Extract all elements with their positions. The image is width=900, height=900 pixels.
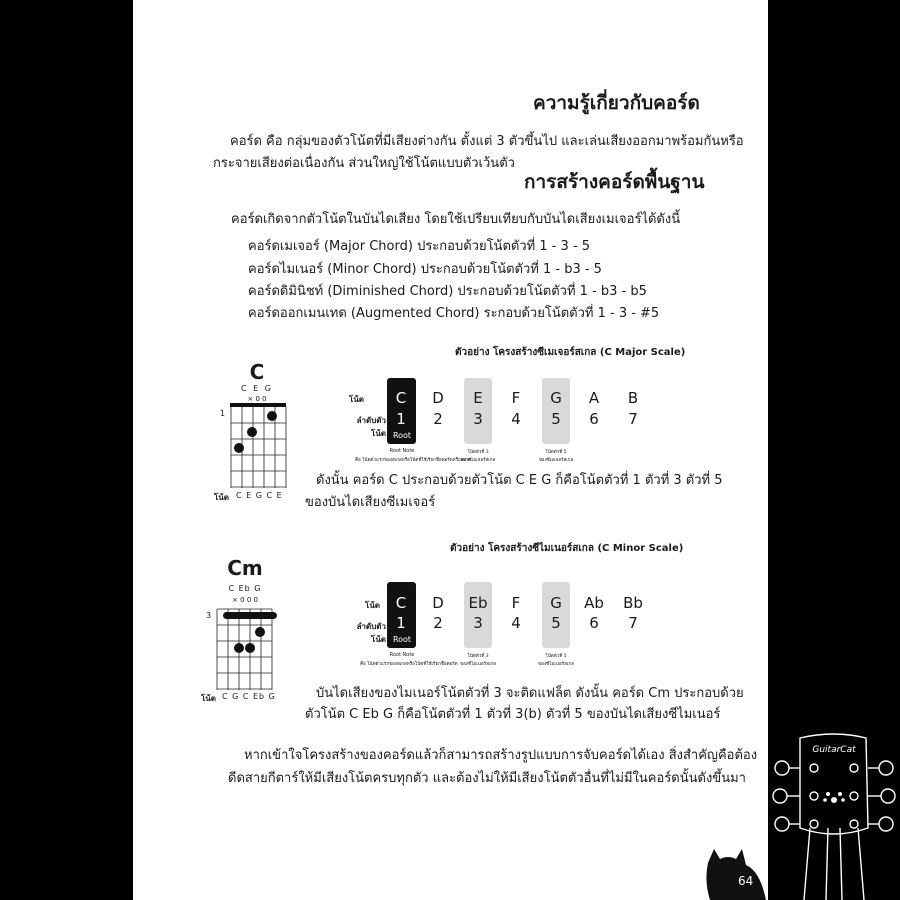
chord-type-augmented: คอร์ดออกเมนเทด (Augmented Chord) ระกอบด้วยโน้ตตัวที่ 1 - 3 - #5 — [248, 306, 660, 321]
finger-dot — [245, 643, 255, 653]
third-desc-a: โน้ตตัวที่ 3 — [467, 654, 489, 659]
finger-dot — [234, 643, 244, 653]
chord-cm-strings: C Eb G — [228, 584, 262, 593]
scale-degree: 3 — [473, 614, 483, 632]
major-desc-2: ของบันไดเสียงซีเมเจอร์ — [305, 495, 436, 510]
scale-degree: 5 — [551, 614, 561, 632]
heading-chord-knowledge: ความรู้เกี่ยวกับคอร์ด — [533, 92, 700, 114]
label-note: โน้ต — [365, 601, 380, 610]
finger-dot — [234, 443, 244, 453]
scale-degree: 6 — [589, 614, 599, 632]
chord-c-bottom-notes: C E G C E — [236, 491, 283, 500]
chord-cm-diagram — [214, 608, 278, 692]
fifth-desc-a: โน้ตตัวที่ 5 — [545, 654, 567, 659]
minor-desc-2: ตัวโน้ต C Eb G ก็คือโน้ตตัวที่ 1 ตัวที่ 3(b) ตัวที่ 5 ของบันไดเสียงซีไมเนอร์ — [305, 707, 721, 722]
root-note-desc: คือ โน้ตตัวแรกของสเกลหรือโน้ตที่ใช้เรียกชื่อคอร์ดหรือสเกล — [355, 458, 471, 463]
third-desc-b: ของซีเมเจอร์สเกล — [460, 458, 496, 463]
logo-text: GuitarCat — [812, 745, 856, 755]
scale-note: F — [511, 594, 521, 612]
chord-c-diagram — [228, 402, 290, 490]
fifth-desc-a: โน้ตตัวที่ 5 — [545, 450, 567, 455]
label-order: ลำดับตัวโน้ต — [356, 416, 386, 438]
chord-c-strings: C E G — [241, 384, 273, 393]
scale-note: G — [550, 594, 562, 612]
scale-note: C — [395, 389, 407, 407]
chord-c-bottom-label: โน้ต — [214, 493, 229, 502]
scale-note: Bb — [623, 594, 643, 612]
scale-degree: 5 — [551, 410, 561, 428]
finger-dot — [267, 411, 277, 421]
scale-degree: 3 — [473, 410, 483, 428]
scale-degree: 4 — [511, 410, 521, 428]
chord-c-name: C — [249, 360, 265, 384]
label-order: ลำดับตัวโน้ต — [356, 622, 386, 644]
major-desc-1: ดังนั้น คอร์ด C ประกอบด้วยตัวโน้ต C E G ก็คือโน้ตตัวที่ 1 ตัวที่ 3 ตัวที่ 5 — [316, 473, 723, 488]
minor-desc-1: บันไดเสียงของไมเนอร์โน้ตตัวที่ 3 จะติดแฟล็ต ดังนั้น คอร์ด Cm ประกอบด้วย — [316, 686, 744, 701]
intro-line-1: คอร์ด คือ กลุ่มของตัวโน้ตที่มีเสียงต่างกัน ตั้งแต่ 3 ตัวขึ้นไป และเล่นเสียงออกมาพร้อมกันหรือ — [230, 134, 744, 149]
scale-degree: 4 — [511, 614, 521, 632]
cat-silhouette-icon — [700, 845, 770, 900]
root-note-desc: คือ โน้ตตัวแรกของสเกลหรือโน้ตที่ใช้เรียกชื่อคอร์ด — [360, 662, 458, 667]
scale-note: B — [627, 389, 639, 407]
third-desc-a: โน้ตตัวที่ 3 — [467, 450, 489, 455]
barre — [223, 612, 277, 619]
scale-degree: 7 — [628, 614, 638, 632]
chord-c-mutes: × 0 0 — [247, 395, 267, 403]
scale-note: A — [588, 389, 600, 407]
page-number: 64 — [738, 874, 754, 888]
minor-caption: ตัวอย่าง โครงสร้างซีไมเนอร์สเกล (C Minor Scale) — [450, 543, 684, 554]
third-desc-b: ของซีไมเนอร์สเกล — [460, 662, 496, 667]
intro-line-2: กระจายเสียงต่อเนื่องกัน ส่วนใหญ่ใช้โน้ตแบบตัวเว้นตัว — [213, 156, 515, 171]
scale-degree: 7 — [628, 410, 638, 428]
scale-note: C — [395, 594, 407, 612]
chord-c-fret: 1 — [220, 409, 226, 418]
fifth-desc-b: ของซีเมเจอร์สเกล — [538, 458, 574, 463]
scale-note: D — [432, 594, 444, 612]
scale-note: D — [432, 389, 444, 407]
major-caption: ตัวอย่าง โครงสร้างซีเมเจอร์สเกล (C Major Scale) — [455, 347, 686, 358]
scale-degree: 1 — [396, 614, 406, 632]
scale-note: G — [550, 389, 562, 407]
closing-line-1: หากเข้าใจโครงสร้างของคอร์ดแล้วก็สามารถสร้างรูปแบบการจับคอร์ดได้เอง สิ่งสำคัญคือต้อง — [244, 748, 758, 763]
fifth-desc-b: ของซีไมเนอร์สเกล — [538, 662, 574, 667]
scale-degree: 2 — [433, 614, 443, 632]
chord-cm-bottom-label: โน้ต — [201, 694, 216, 703]
closing-line-2: ดีดสายกีตาร์ให้มีเสียงโน้ตครบทุกตัว และต้องไม่ให้มีเสียงโน้ตตัวอื่นที่ไม่มีในคอร์ดนั้นดังขึ้นมา — [228, 771, 746, 786]
basis-text: คอร์ดเกิดจากตัวโน้ตในบันไดเสียง โดยใช้เปรียบเทียบกับบันไดเสียงเมเจอร์ได้ดังนี้ — [231, 212, 681, 227]
scale-degree: 1 — [396, 410, 406, 428]
scale-note: Eb — [468, 594, 488, 612]
guitar-headstock-icon — [768, 728, 900, 900]
root-label: Root — [392, 431, 412, 440]
root-note-caption: Root Note — [389, 448, 415, 454]
scale-degree: 2 — [433, 410, 443, 428]
chord-cm-name: Cm — [227, 556, 263, 580]
scale-degree: 6 — [589, 410, 599, 428]
finger-dot — [247, 427, 257, 437]
chord-type-diminished: คอร์ดดิมินิชท์ (Diminished Chord) ประกอบด้วยโน้ตตัวที่ 1 - b3 - b5 — [248, 284, 647, 299]
chord-cm-bottom-notes: C G C Eb G — [222, 692, 276, 701]
root-note-caption: Root Note — [389, 652, 415, 658]
chord-type-minor: คอร์ดไมเนอร์ (Minor Chord) ประกอบด้วยโน้ตตัวที่ 1 - b3 - 5 — [248, 262, 602, 277]
chord-type-major: คอร์ดเมเจอร์ (Major Chord) ประกอบด้วยโน้ตตัวที่ 1 - 3 - 5 — [248, 239, 591, 254]
chord-cm-fret: 3 — [206, 611, 212, 620]
label-note: โน้ต — [349, 395, 364, 404]
scale-note: E — [473, 389, 483, 407]
chord-cm-mutes: × 0 0 0 — [232, 596, 258, 604]
scale-note: Ab — [584, 594, 604, 612]
heading-basic-chord: การสร้างคอร์ดพื้นฐาน — [524, 171, 705, 193]
finger-dot — [255, 627, 265, 637]
root-label: Root — [392, 635, 412, 644]
scale-note: F — [511, 389, 521, 407]
